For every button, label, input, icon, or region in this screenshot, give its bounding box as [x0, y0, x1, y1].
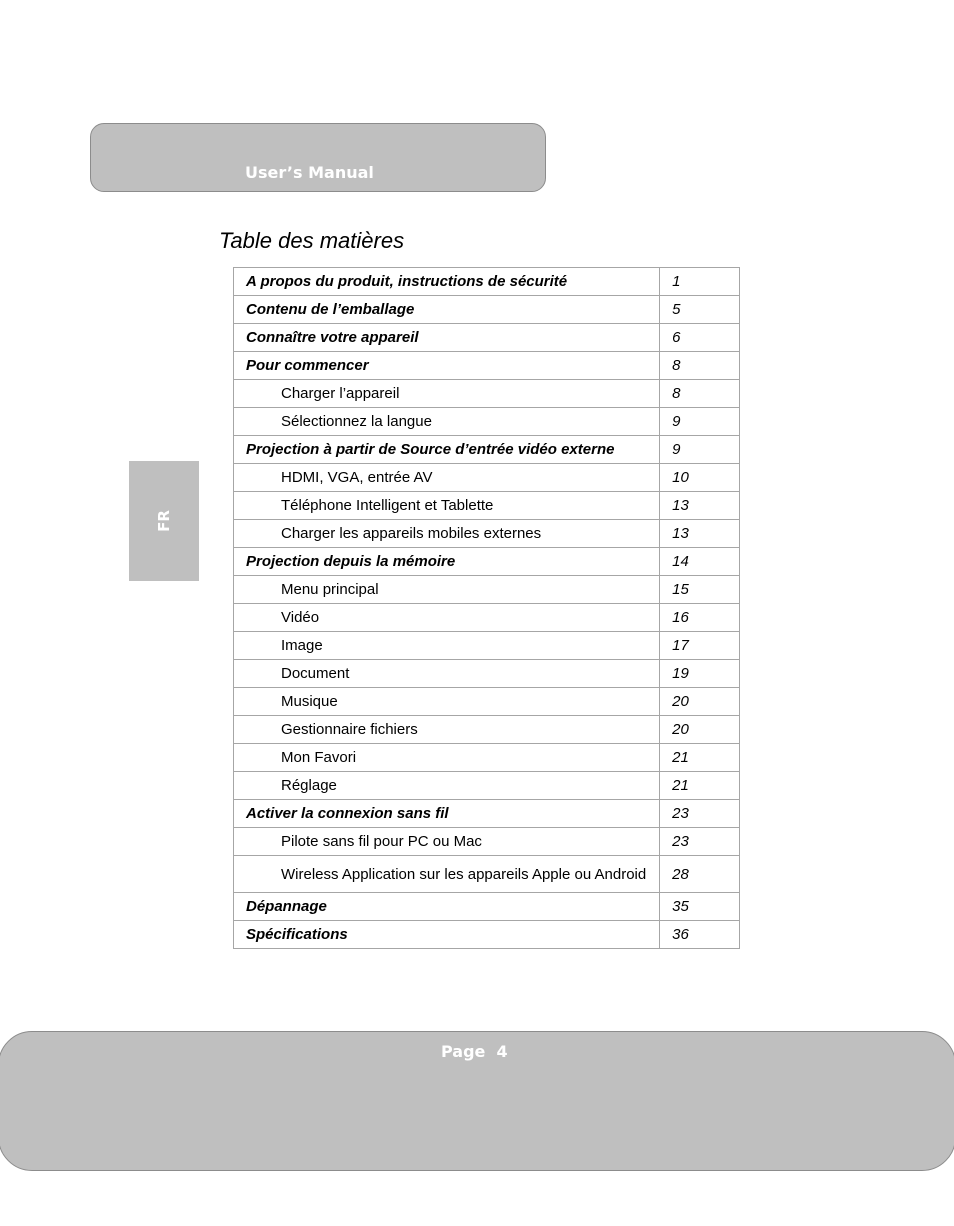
toc-row — [234, 921, 740, 949]
toc-entry-page: 23 — [660, 800, 740, 828]
toc-entry-title: Mon Favori — [234, 744, 660, 772]
toc-row — [234, 688, 740, 716]
toc-entry-title: Réglage — [234, 772, 660, 800]
toc-row — [234, 296, 740, 324]
toc-row — [234, 772, 740, 800]
toc-entry-page: 13 — [660, 492, 740, 520]
toc-row — [234, 660, 740, 688]
toc-entry-title: Sélectionnez la langue — [234, 408, 660, 436]
toc-entry-page: 16 — [660, 604, 740, 632]
toc-entry-title: Wireless Application sur les appareils Apple ou Android — [234, 856, 660, 893]
toc-entry-title: Charger l’appareil — [234, 380, 660, 408]
toc-row — [234, 604, 740, 632]
toc-entry-title: Projection à partir de Source d’entrée vidéo externe — [234, 436, 660, 464]
toc-row — [234, 436, 740, 464]
footer-bar — [0, 1031, 954, 1171]
toc-entry-page: 15 — [660, 576, 740, 604]
toc-row — [234, 744, 740, 772]
toc-entry-title: A propos du produit, instructions de sécurité — [234, 268, 660, 296]
toc-row — [234, 380, 740, 408]
toc-entry-page: 13 — [660, 520, 740, 548]
toc-entry-page: 1 — [660, 268, 740, 296]
toc-entry-title: Dépannage — [234, 893, 660, 921]
toc-entry-title: Pour commencer — [234, 352, 660, 380]
toc-entry-page: 35 — [660, 893, 740, 921]
toc-entry-page: 8 — [660, 352, 740, 380]
toc-row — [234, 828, 740, 856]
toc-row — [234, 492, 740, 520]
toc-row — [234, 632, 740, 660]
toc-entry-title: Activer la connexion sans fil — [234, 800, 660, 828]
toc-entry-title: Gestionnaire fichiers — [234, 716, 660, 744]
toc-entry-page: 9 — [660, 436, 740, 464]
toc-row — [234, 268, 740, 296]
header-tab — [90, 123, 546, 192]
toc-row — [234, 352, 740, 380]
toc-row — [234, 464, 740, 492]
toc-heading: Table des matières — [219, 228, 405, 253]
toc-entry-page: 5 — [660, 296, 740, 324]
toc-entry-title: Document — [234, 660, 660, 688]
toc-row — [234, 800, 740, 828]
toc-entry-page: 20 — [660, 688, 740, 716]
toc-entry-page: 19 — [660, 660, 740, 688]
toc-entry-page: 36 — [660, 921, 740, 949]
toc-row — [234, 576, 740, 604]
toc-entry-page: 8 — [660, 380, 740, 408]
toc-body — [234, 268, 740, 949]
toc-entry-page: 17 — [660, 632, 740, 660]
toc-entry-page: 21 — [660, 744, 740, 772]
toc-entry-title: Spécifications — [234, 921, 660, 949]
toc-entry-title: Pilote sans fil pour PC ou Mac — [234, 828, 660, 856]
toc-entry-page: 6 — [660, 324, 740, 352]
toc-entry-page: 23 — [660, 828, 740, 856]
manual-title: User’s Manual — [245, 163, 374, 182]
language-tab — [129, 461, 199, 581]
language-label: FR — [155, 510, 173, 532]
toc-row — [234, 408, 740, 436]
toc-entry-title: Vidéo — [234, 604, 660, 632]
page-number: Page 4 — [441, 1042, 508, 1061]
toc-entry-page: 14 — [660, 548, 740, 576]
toc-entry-page: 10 — [660, 464, 740, 492]
toc-entry-page: 28 — [660, 856, 740, 893]
toc-entry-title: Téléphone Intelligent et Tablette — [234, 492, 660, 520]
toc-row — [234, 716, 740, 744]
toc-entry-title: HDMI, VGA, entrée AV — [234, 464, 660, 492]
toc-row — [234, 893, 740, 921]
toc-entry-page: 20 — [660, 716, 740, 744]
toc-row — [234, 520, 740, 548]
toc-entry-title: Image — [234, 632, 660, 660]
toc-table — [233, 267, 740, 949]
toc-entry-title: Menu principal — [234, 576, 660, 604]
toc-entry-title: Connaître votre appareil — [234, 324, 660, 352]
toc-row — [234, 324, 740, 352]
toc-entry-page: 21 — [660, 772, 740, 800]
toc-entry-page: 9 — [660, 408, 740, 436]
toc-entry-title: Musique — [234, 688, 660, 716]
toc-entry-title: Projection depuis la mémoire — [234, 548, 660, 576]
toc-entry-title: Contenu de l’emballage — [234, 296, 660, 324]
toc-row — [234, 856, 740, 893]
toc-row — [234, 548, 740, 576]
toc-entry-title: Charger les appareils mobiles externes — [234, 520, 660, 548]
